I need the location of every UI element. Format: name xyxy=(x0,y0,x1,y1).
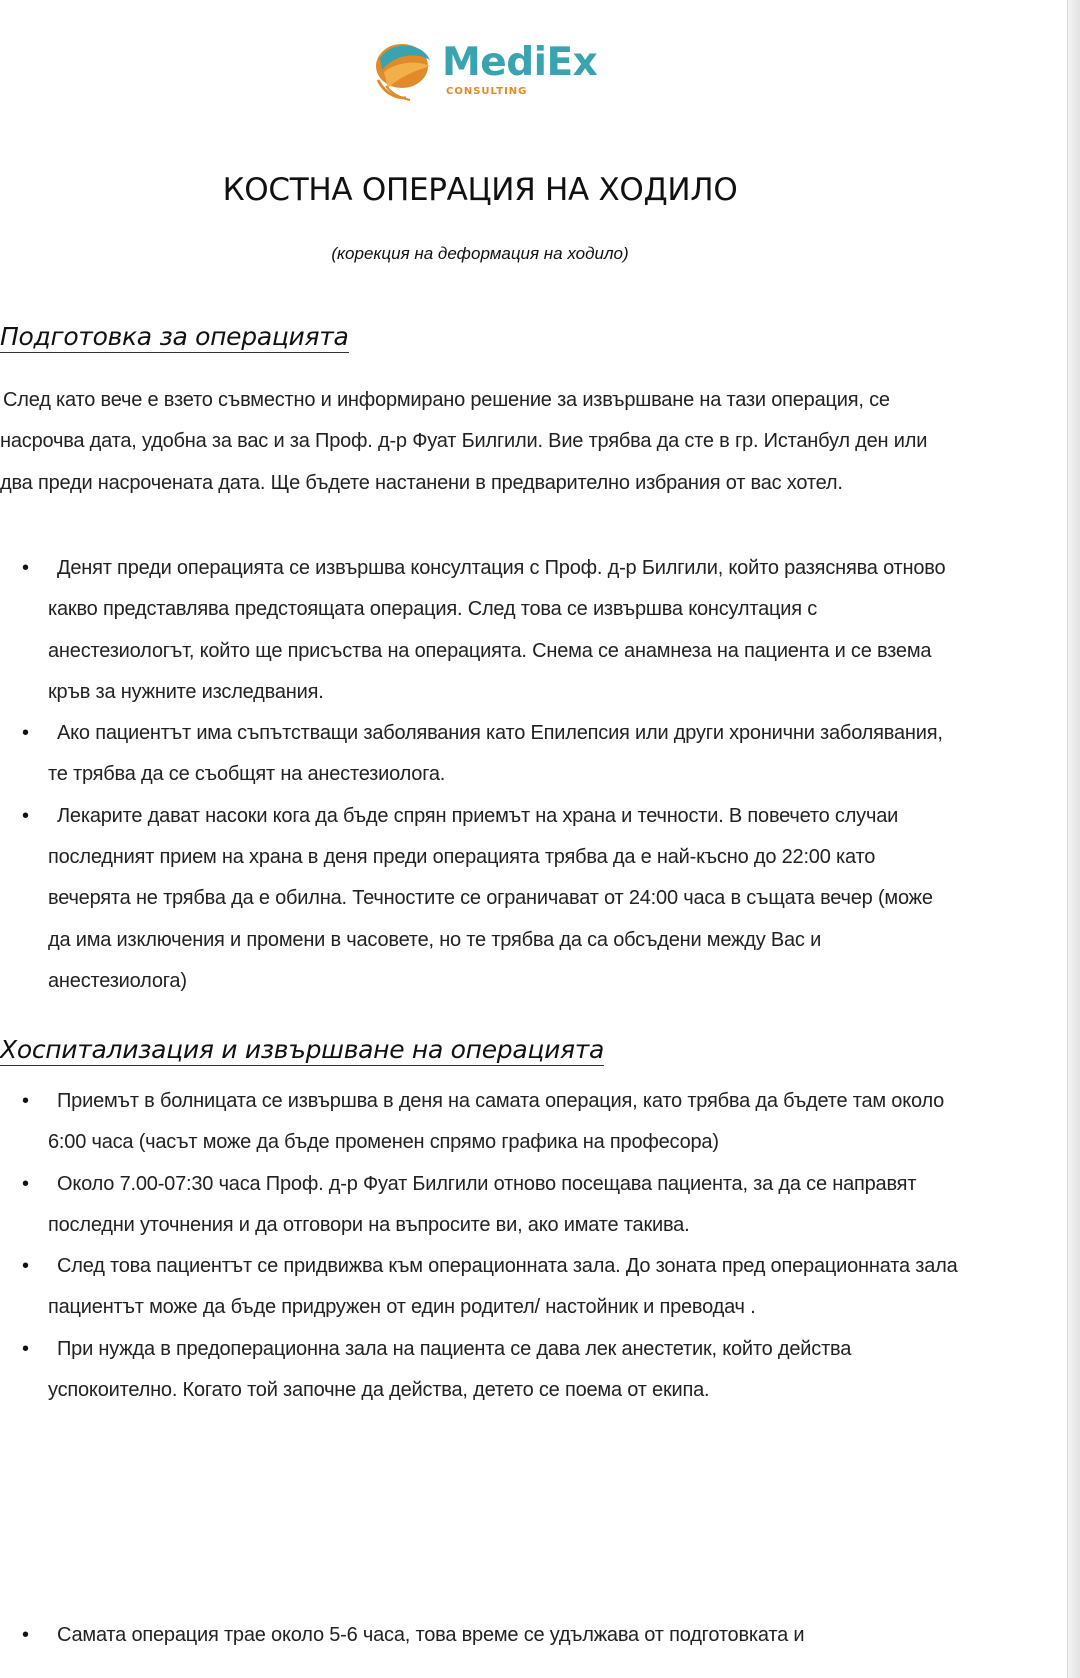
bullet-icon: • xyxy=(22,1090,29,1112)
preparation-list xyxy=(0,548,960,1002)
list-item-text: Ако пациентът има съпътстващи заболявания като Епилепсия или други хронични заболявания, те трябва да се съобщят на анестезиолога. xyxy=(48,722,943,786)
list-item xyxy=(0,1615,960,1656)
logo-swirl-icon xyxy=(372,36,438,102)
list-item xyxy=(0,713,960,796)
list-item-text: При нужда в предоперационна зала на пациента се дава лек анестетик, който действа успокоително. Когато той започне да действа, детето се поема от екипа. xyxy=(48,1337,852,1402)
list-item xyxy=(0,1329,960,1412)
bullet-icon: • xyxy=(22,1255,29,1278)
bullet-icon: • xyxy=(22,1337,29,1360)
list-item-text: Около 7.00-07:30 часа Проф. д-р Фуат Билгили отново посещава пациента, за да се направят последни уточнения и да отговори на въпросите ви, ако имате такива. xyxy=(48,1172,917,1236)
mediex-logo xyxy=(372,34,602,106)
list-item-text: Самата операция трае около 5-6 часа, това време се удължава от подготовката и xyxy=(57,1624,805,1646)
bullet-icon: • xyxy=(22,1172,29,1195)
bullet-icon: • xyxy=(22,557,29,579)
list-item-text: Лекарите дават насоки кога да бъде спрян приемът на храна и течности. В повечето случаи последният прием на храна в деня преди операцията трябва да е най-късно до 22:00 като вечерята не трябва да е обилна. Течностите се ограничават от 24:00 часа в същата вечер (може да има изключения и промени в часовете, но те трябва да са обсъдени между Вас и анестезиолога) xyxy=(48,804,933,992)
list-item xyxy=(0,548,960,713)
section-heading-hospitalization: Хоспитализация и извършване на операцията xyxy=(0,1035,605,1064)
hospitalization-list xyxy=(0,1081,960,1411)
section-paragraph: След като вече е взето съвместно и информирано решение за извършване на тази операция, се насрочва дата, удобна за вас и за Проф. д-р Фуат Билгили. Вие трябва да сте в гр. Истанбул ден или два преди насрочената дата. Ще бъдете настанени в предварително избрания от вас хотел. xyxy=(0,389,928,494)
page-edge xyxy=(1067,0,1080,1678)
list-item-text: След това пациентът се придвижва към операционната зала. До зоната пред операционната зала пациентът може да бъде придружен от един родител/ настойник и преводач . xyxy=(48,1255,958,1319)
logo-name: MediEx xyxy=(442,40,598,85)
document-title: КОСТНА ОПЕРАЦИЯ НА ХОДИЛО xyxy=(222,172,738,208)
bullet-icon: • xyxy=(22,722,29,745)
list-item xyxy=(0,1164,960,1247)
document-subtitle: (корекция на деформация на ходило) xyxy=(331,244,629,263)
hospitalization-list-continued xyxy=(0,1615,960,1656)
list-item xyxy=(0,1081,960,1164)
list-item xyxy=(0,796,960,1002)
logo-subtitle: CONSULTING xyxy=(446,86,528,97)
bullet-icon: • xyxy=(22,804,29,827)
bullet-icon: • xyxy=(22,1624,29,1646)
list-item xyxy=(0,1246,960,1329)
list-item-text: Денят преди операцията се извършва консултация с Проф. д-р Билгили, който разяснява отново какво представлява предстоящата операция. След това се извършва консултация с анестезиологът, който ще присъства на операцията. Снема се анамнеза на пациента и се взема кръв за нужните изследвания. xyxy=(48,557,946,703)
section-heading-preparation: Подготовка за операцията xyxy=(0,322,349,351)
list-item-text: Приемът в болницата се извършва в деня на самата операция, като трябва да бъдете там около 6:00 часа (часът може да бъде променен спрямо графика на професора) xyxy=(48,1090,945,1154)
